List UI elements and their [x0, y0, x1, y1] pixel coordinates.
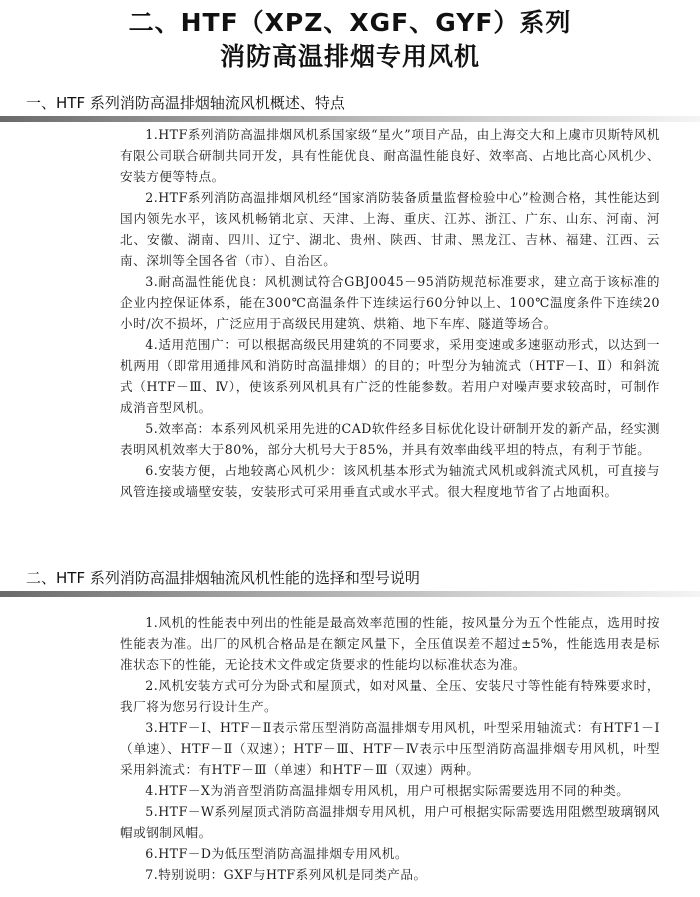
section-1-paragraph-4: 4.适用范围广：可以根据高级民用建筑的不同要求，采用变速或多速驱动形式，以达到一机两用（即常用通排风和消防时高温排烟）的目的；叶型分为轴流式（HTF－Ⅰ、Ⅱ）和斜流式（HTF－Ⅲ、Ⅳ），使该系列风机具有广泛的性能参数。若用户对噪声要求较高时，可制作成消音型风机。 — [120, 337, 660, 415]
document-title — [0, 6, 700, 74]
section-1-paragraph-5: 5.效率高：本系列风机采用先进的CAD软件经多目标优化设计研制开发的新产品，经实测表明风机效率大于80%，部分大机号大于85%，并具有效率曲线平坦的特点，有利于节能。 — [120, 421, 660, 457]
section-2-paragraph-2: 2.风机安装方式可分为卧式和屋顶式，如对风量、全压、安装尺寸等性能有特殊要求时，我厂将为您另行设计生产。 — [120, 678, 660, 714]
title-line-1: 二、HTF（XPZ、XGF、GYF）系列 — [128, 8, 572, 37]
section-2-paragraph-6: 6.HTF－D为低压型消防高温排烟专用风机。 — [145, 846, 408, 861]
title-line-2: 消防高温排烟专用风机 — [219, 42, 480, 71]
section-2-paragraph-1: 1.风机的性能表中列出的性能是最高效率范围的性能，按风量分为五个性能点，选用时按性能表为准。出厂的风机合格品是在额定风量下，全压值误差不超过±5%，性能选用表是标准状态下的性能，无论技术文件或定货要求的性能均以标准状态为准。 — [120, 615, 660, 672]
section-2-paragraph-7: 7.特别说明：GXF与HTF系列风机是同类产品。 — [145, 867, 427, 882]
section-1-paragraph-6: 6.安装方便，占地较离心风机少：该风机基本形式为轴流式风机或斜流式风机，可直接与风管连接或墙壁安装，安装形式可采用垂直式或水平式。很大程度地节省了占地面积。 — [120, 463, 660, 499]
section-2-paragraph-5: 5.HTF－W系列屋顶式消防高温排烟专用风机，用户可根据实际需要选用阻燃型玻璃钢风帽或钢制风帽。 — [120, 804, 660, 840]
section-1-paragraph-1: 1.HTF系列消防高温排烟风机系国家级“星火”项目产品，由上海交大和上虞市贝斯特风机有限公司联合研制共同开发，具有性能优良、耐高温性能良好、效率高、占地比高心风机少、安装方便等特点。 — [120, 127, 660, 184]
section-2-paragraph-3: 3.HTF－Ⅰ、HTF－Ⅱ表示常压型消防高温排烟专用风机，叶型采用轴流式：有HTF1－Ⅰ（单速）、HTF－Ⅱ（双速）；HTF－Ⅲ、HTF－Ⅳ表示中压型消防高温排烟专用风机，叶型采用斜流式：有HTF－Ⅲ（单速）和HTF－Ⅲ（双速）两种。 — [120, 720, 660, 777]
section-1-paragraph-3: 3.耐高温性能优良：风机测试符合GBJ0045－95消防规范标准要求，建立高于该标准的企业内控保证体系，能在300℃高温条件下连续运行60分钟以上、100℃温度条件下连续20小时/次不损坏，广泛应用于高级民用建筑、烘箱、地下车库、隧道等场合。 — [120, 274, 660, 331]
section-1-paragraph-2: 2.HTF系列消防高温排烟风机经“国家消防装备质量监督检验中心”检测合格，其性能达到国内领先水平，该风机畅销北京、天津、上海、重庆、江苏、浙江、广东、山东、河南、河北、安徽、湖南、四川、辽宁、湖北、贵州、陕西、甘肃、黑龙江、吉林、福建、江西、云南、深圳等全国各省（市）、自治区。 — [120, 190, 660, 268]
section-2-paragraph-4: 4.HTF－X为消音型消防高温排烟专用风机，用户可根据实际需要选用不同的种类。 — [145, 783, 630, 798]
section-2-header — [0, 568, 700, 597]
section-1-heading: 一、HTF 系列消防高温排烟轴流风机概述、特点 — [26, 94, 345, 112]
section-2-body — [120, 612, 660, 885]
section-1-header — [0, 93, 700, 122]
section-2-heading: 二、HTF 系列消防高温排烟轴流风机性能的选择和型号说明 — [26, 569, 420, 587]
section-1-body — [120, 124, 660, 502]
section-1-divider — [0, 116, 700, 122]
section-2-divider — [0, 591, 700, 597]
